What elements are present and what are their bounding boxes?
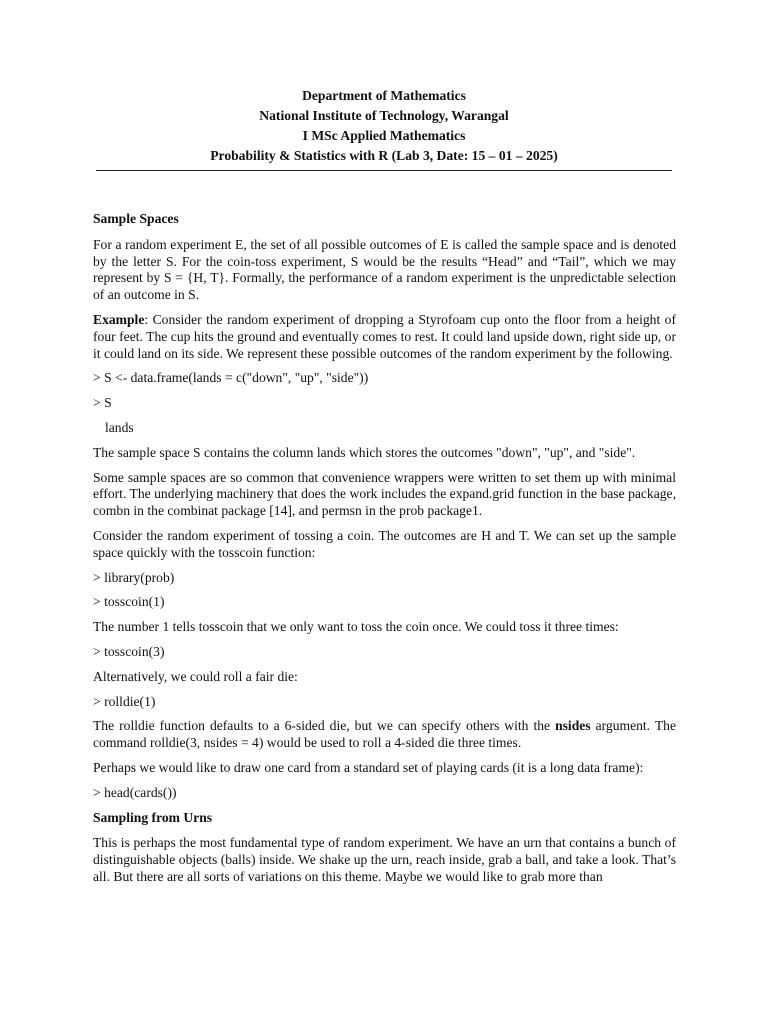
code-line-tosscoin-3: > tosscoin(3) bbox=[93, 643, 165, 659]
paragraph-rolldie-explanation bbox=[93, 718, 676, 752]
paragraph-coin-toss: Consider the random experiment of tossing a coin. The outcomes are H and T. We can set up the sample space quickly with the tosscoin function: bbox=[93, 527, 676, 560]
rolldie-text-a: The rolldie function defaults to a 6-sided die, but we can specify others with the bbox=[93, 718, 556, 734]
header-program: I MSc Applied Mathematics bbox=[302, 128, 466, 143]
code-line-library-prob: > library(prob) bbox=[93, 569, 175, 585]
paragraph-urns: This is perhaps the most fundamental type of random experiment. We have an urn that contains a bunch of distinguishable objects (balls) inside. We shake up the urn, reach inside, grab a ball, and take a look. That’s all. But there are all sorts of variations on this theme. Maybe we would like to grab more than bbox=[93, 835, 676, 884]
paragraph-fair-die: Alternatively, we could roll a fair die: bbox=[93, 668, 298, 684]
code-line-print-s: > S bbox=[93, 395, 112, 411]
section-heading-sampling-urns: Sampling from Urns bbox=[93, 809, 213, 825]
code-line-dataframe: > S <- data.frame(lands = c("down", "up", "side")) bbox=[93, 370, 369, 386]
code-output-lands: lands bbox=[105, 419, 134, 435]
paragraph-sample-space-column: The sample space S contains the column lands which stores the outcomes "down", "up", and "side". bbox=[93, 444, 636, 460]
rolldie-text-c: argument. The command rolldie(3, nsides = 4) would be used to roll a 4-sided die three times. bbox=[93, 718, 676, 751]
section-heading-sample-spaces: Sample Spaces bbox=[93, 211, 179, 226]
paragraph-example bbox=[93, 312, 676, 362]
code-line-tosscoin-1: > tosscoin(1) bbox=[93, 594, 165, 610]
header-divider bbox=[96, 170, 672, 171]
header-institute: National Institute of Technology, Warangal bbox=[259, 108, 509, 123]
header-department: Department of Mathematics bbox=[302, 88, 466, 103]
document-header bbox=[0, 86, 768, 166]
code-line-head-cards: > head(cards()) bbox=[93, 784, 177, 800]
example-text: : Consider the random experiment of dropping a Styrofoam cup onto the floor from a height of four feet. The cup hits the ground and eventually comes to rest. It could land upside down, right side up, or it could land on its side. We represent these possible outcomes of the random experiment by the following. bbox=[93, 311, 676, 361]
example-label: Example bbox=[93, 311, 145, 327]
paragraph-convenience-wrappers: Some sample spaces are so common that convenience wrappers were written to set them up with minimal effort. The underlying machinery that does the work includes the expand.grid function in the base package, combn in the combinat package [14], and permsn in the prob package1. bbox=[93, 469, 676, 519]
paragraph-tosscoin-explanation: The number 1 tells tosscoin that we only want to toss the coin once. We could toss it three times: bbox=[93, 619, 619, 635]
paragraph-playing-cards: Perhaps we would like to draw one card from a standard set of playing cards (it is a long data frame): bbox=[93, 759, 644, 775]
document-body bbox=[93, 211, 676, 894]
nsides-argument: nsides bbox=[555, 718, 591, 734]
code-line-rolldie-1: > rolldie(1) bbox=[93, 693, 156, 709]
paragraph-sample-space-definition: For a random experiment E, the set of all possible outcomes of E is called the sample space and is denoted by the letter S. For the coin-toss experiment, S would be the results “Head” and “Tail”, which we may represent by S = {H, T}. Formally, the performance of a random experiment is the unpredictable selection of an outcome in S. bbox=[93, 236, 676, 303]
header-course-lab: Probability & Statistics with R (Lab 3, Date: 15 – 01 – 2025) bbox=[210, 148, 558, 163]
